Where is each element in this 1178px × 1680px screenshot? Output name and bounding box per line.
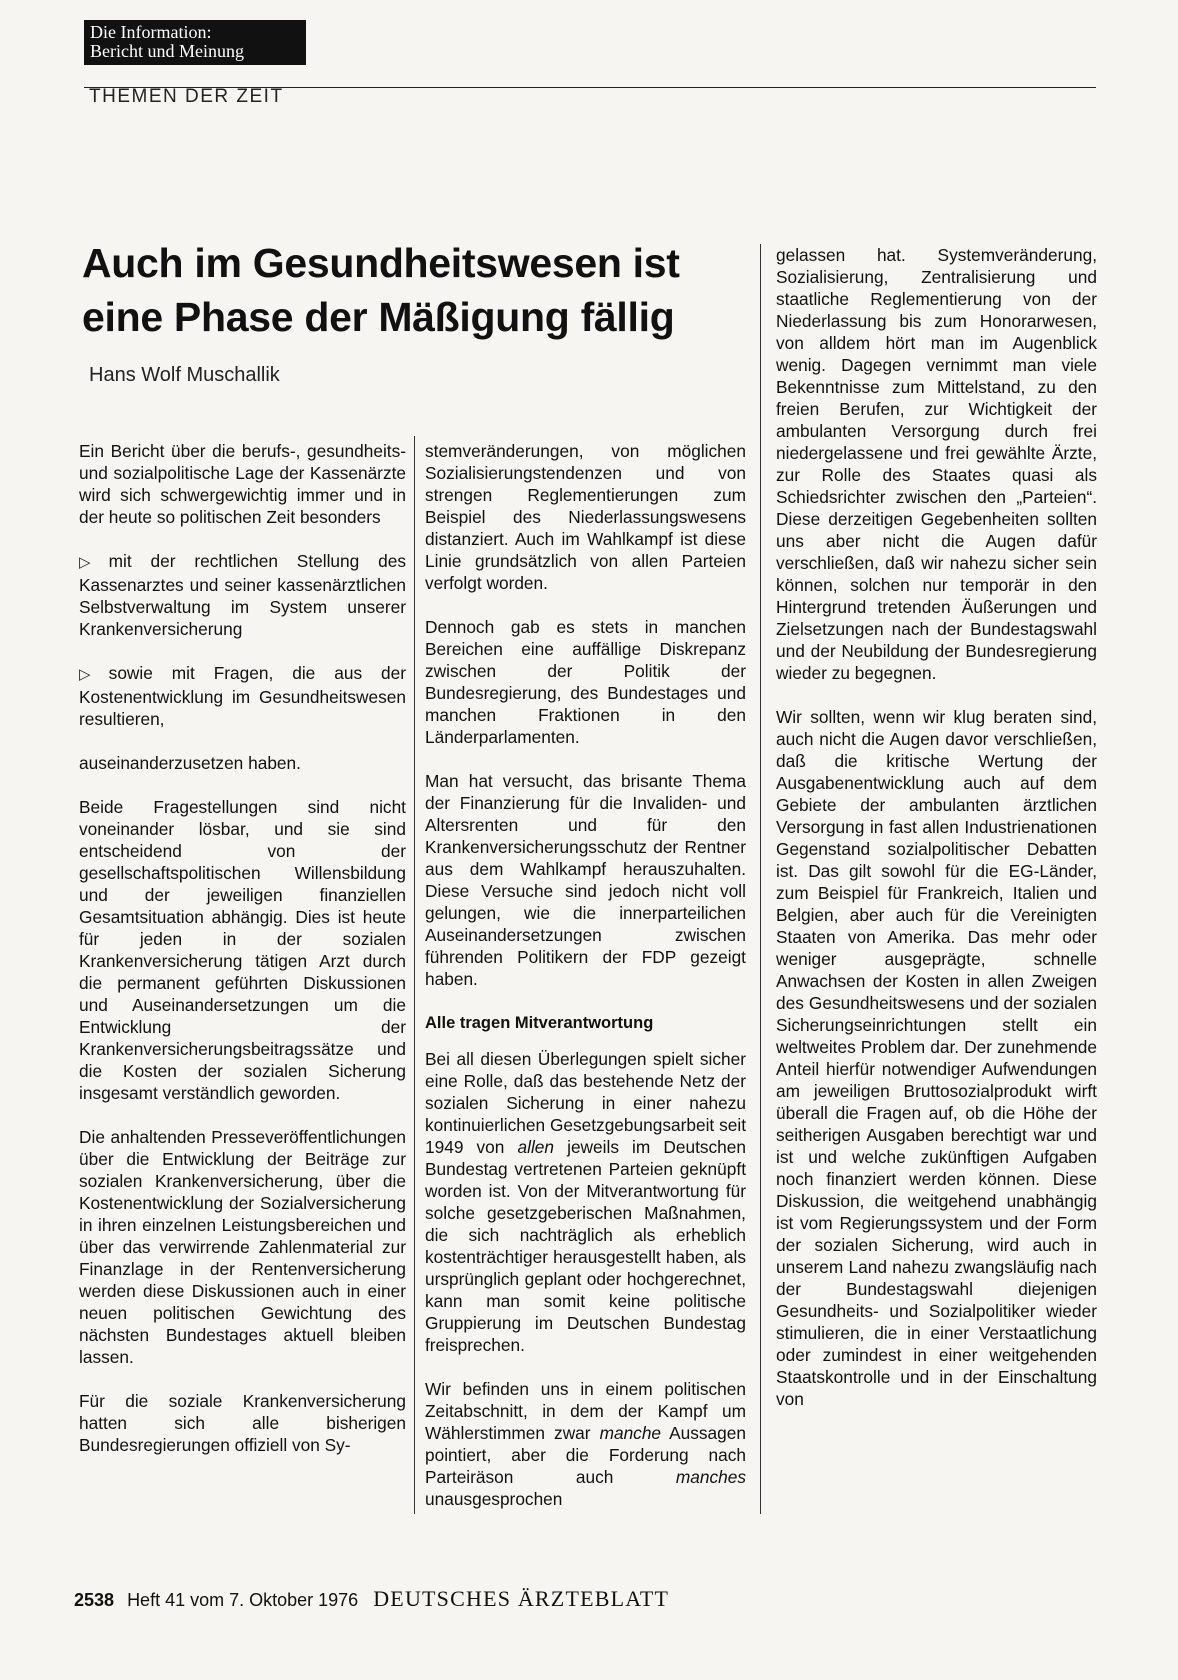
emphasis: manche <box>599 1423 662 1443</box>
publication-label-line2: Bericht und Meinung <box>90 41 244 61</box>
paragraph <box>425 1378 746 1510</box>
emphasis: allen <box>517 1137 555 1157</box>
article-column-1 <box>79 440 406 1456</box>
bullet-text: mit der rechtlichen Stellung des Kassenarztes und seiner kassenärztlichen Selbstverwaltung im System unserer Krankenversicherung <box>79 551 406 639</box>
section-label: THEMEN DER ZEIT <box>89 86 284 107</box>
publication-label <box>84 20 306 65</box>
text-run: jeweils im Deutschen Bundestag vertretenen Parteien geknüpft worden ist. Von der Mitverantwortung für solche gesetzgeberischen Maßnahmen, die sich nachträglich als erheblich kostenträchtiger herausgestellt haben, als ursprünglich geplant oder hochgerechnet, kann man somit keine politische Gruppierung im Deutschen Bundestag freisprechen. <box>425 1137 746 1355</box>
paragraph: Man hat versucht, das brisante Thema der Finanzierung für die Invaliden- und Altersrenten und für den Krankenversicherungsschutz der Rentner aus dem Wahlkampf herauszuhalten. Diese Versuche sind jedoch nicht voll gelungen, wie die innerparteilichen Auseinandersetzungen zwischen führenden Politikern der FDP gezeigt haben. <box>425 771 746 989</box>
paragraph: auseinanderzusetzen haben. <box>79 753 301 773</box>
column-divider-2 <box>760 244 761 1514</box>
article-title-line1: Auch im Gesundheitswesen ist <box>82 240 680 286</box>
subheading: Alle tragen Mitverantwortung <box>425 1014 654 1032</box>
text-run: Bei all diesen Überlegungen spielt sicher eine Rolle, daß das bestehende Netz der sozialen Sicherung in einer nahezu kontinuierlichen Gesetzgebungsarbeit seit 1949 von <box>425 1049 746 1157</box>
triangle-bullet-icon: ▷ <box>79 666 105 683</box>
article-title-line2: eine Phase der Mäßigung fällig <box>82 294 675 340</box>
article-author: Hans Wolf Muschallik <box>89 364 280 386</box>
paragraph: Dennoch gab es stets in manchen Bereichen eine auffällige Diskrepanz zwischen der Politik der Bundesregierung, des Bundestages und manchen Fraktionen in den Länderparlamenten. <box>425 617 746 747</box>
publication-label-line1: Die Information: <box>90 22 212 42</box>
bullet-paragraph <box>79 550 406 640</box>
column-divider-1 <box>414 436 415 1514</box>
paragraph <box>425 1048 746 1356</box>
article-column-3 <box>776 244 1097 1410</box>
paragraph: stemveränderungen, von möglichen Sozialisierungstendenzen und von strengen Reglementierungen zum Beispiel des Niederlassungswesens distanziert. Auch im Wahlkampf ist diese Linie grundsätzlich von allen Parteien verfolgt worden. <box>425 441 746 593</box>
text-run: Aussagen pointiert, aber die Forderung nach Parteiräson auch <box>425 1423 746 1487</box>
paragraph: Die anhaltenden Presseveröffentlichungen über die Entwicklung der Beiträge zur sozialen Krankenversicherung, über die Kostenentwicklung der Sozialversicherung in ihren einzelnen Leistungsbereichen und über das verwirrende Zahlenmaterial zur Finanzlage in der Rentenversicherung werden diese Diskussionen auch in einer neuen politischen Gewichtung des nächsten Bundestages aktuell bleiben lassen. <box>79 1127 406 1367</box>
paragraph: Wir sollten, wenn wir klug beraten sind, auch nicht die Augen davor verschließen, daß die kritische Wertung der Ausgabenentwicklung auch auf dem Gebiete der ambulanten ärztlichen Versorgung in fast allen Industrienationen Gegenstand sozialpolitischer Debatten ist. Das gilt sowohl für die EG-Länder, zum Beispiel für Frankreich, Italien und Belgien, aber auch für die Vereinigten Staaten von Amerika. Das mehr oder weniger ausgeprägte, schnelle Anwachsen der Kosten in allen Zweigen des Gesundheitswesens und der sozialen Sicherungseinrichtungen stellt ein weltweites Problem dar. Der zunehmende Anteil hierfür notwendiger Aufwendungen am jeweiligen Bruttosozialprodukt wirft überall die Fragen auf, ob die Höhe der seitherigen Ausgaben berechtigt war und ist und welche zukünftigen Aufgaben noch finanziert werden können. Diese Diskussion, die weitgehend unabhängig ist vom Regierungssystem und der Form der sozialen Sicherung, wird auch in unserem Land nahezu zwangsläufig nach der Bundestagswahl diejenigen Gesundheits- und Sozialpolitiker wieder stimulieren, die in einer Verstaatlichung oder zumindest in einer weitgehenden Staatskontrolle und in der Einschaltung von <box>776 707 1097 1409</box>
magazine-name: DEUTSCHES ÄRZTEBLATT <box>373 1586 670 1611</box>
paragraph: Für die soziale Krankenversicherung hatten sich alle bisherigen Bundesregierungen offiziell von Sy- <box>79 1391 406 1455</box>
article-title <box>82 236 762 344</box>
bullet-paragraph <box>79 662 406 730</box>
triangle-bullet-icon: ▷ <box>79 554 105 571</box>
paragraph: Ein Bericht über die berufs-, gesundheits- und sozialpolitische Lage der Kassenärzte wird sich schwergewichtig immer und in der heute so politischen Zeit besonders <box>79 441 406 527</box>
bullet-text: sowie mit Fragen, die aus der Kostenentwicklung im Gesundheitswesen resultieren, <box>79 663 406 729</box>
issue-info: Heft 41 vom 7. Oktober 1976 <box>127 1590 359 1610</box>
page-footer <box>74 1586 669 1612</box>
paragraph: gelassen hat. Systemveränderung, Sozialisierung, Zentralisierung und staatliche Reglementierung von der Niederlassung bis zum Honorarwesen, von alldem hört man im Augenblick wenig. Dagegen vernimmt man viele Bekenntnisse zum Mittelstand, zu den freien Berufen, zur Wichtigkeit der ambulanten Versorgung durch frei niedergelassene und frei gewählte Ärzte, zur Rolle des Staates quasi als Schiedsrichter zwischen den „Parteien“. Diese derzeitigen Gegebenheiten sollten uns aber nicht die Augen dafür verschließen, daß wir nahezu sicher sein können, solchen nur temporär in den Hintergrund tretenden Äußerungen und Zielsetzungen nach der Bundestagswahl und der Neubildung der Bundesregierung wieder zu begegnen. <box>776 245 1097 683</box>
article-column-2 <box>425 440 746 1510</box>
paragraph: Beide Fragestellungen sind nicht voneinander lösbar, und sie sind entscheidend von der gesellschaftspolitischen Willensbildung und der jeweiligen finanziellen Gesamtsituation abhängig. Dies ist heute für jeden in der sozialen Krankenversicherung tätigen Arzt durch die permanent geführten Diskussionen und Auseinandersetzungen um die Entwicklung der Krankenversicherungsbeitragssätze und die Kosten der sozialen Sicherung insgesamt verständlich geworden. <box>79 797 406 1103</box>
emphasis: manches <box>675 1467 746 1487</box>
text-run: unausgesprochen <box>425 1489 563 1509</box>
text-run: Wir befinden uns in einem politischen Zeitabschnitt, in dem der Kampf um Wählerstimmen zwar <box>425 1379 746 1443</box>
page-number: 2538 <box>74 1590 115 1610</box>
